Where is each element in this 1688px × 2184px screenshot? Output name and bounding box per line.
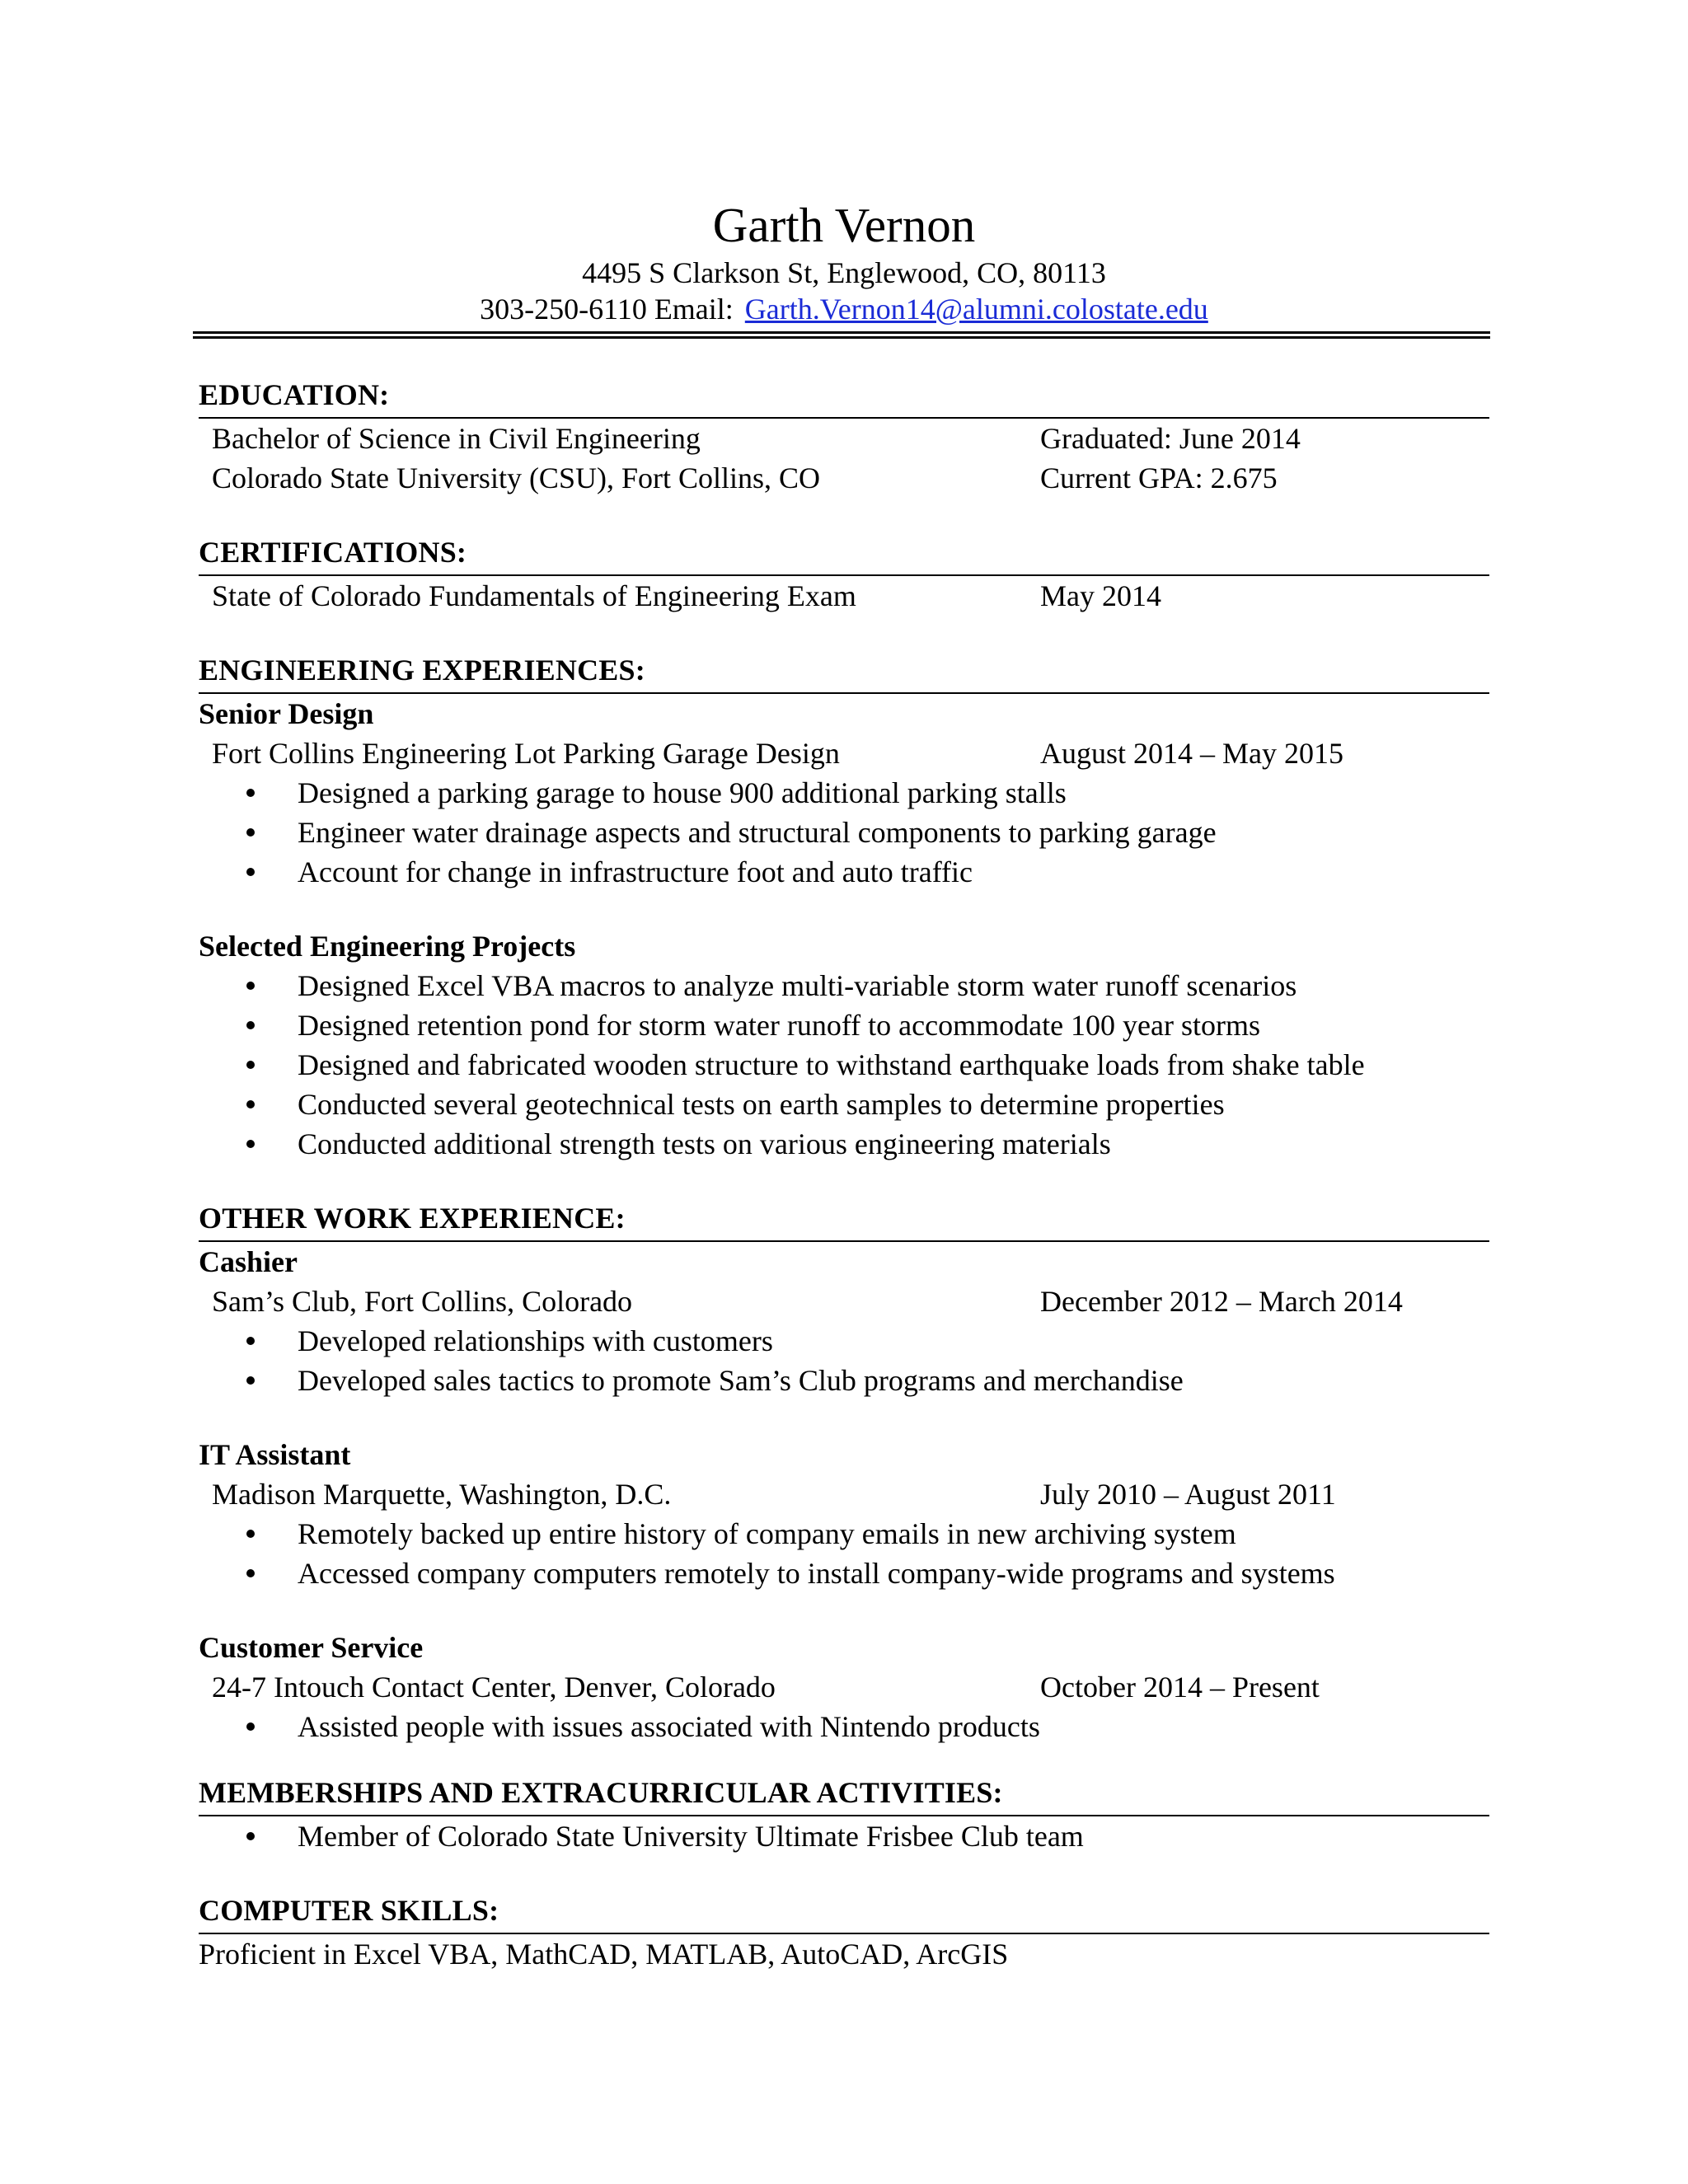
bullet-icon xyxy=(246,1530,255,1538)
bullet-icon xyxy=(246,868,255,876)
section-heading-engineering: ENGINEERING EXPERIENCES: xyxy=(199,650,1489,694)
bullet-icon xyxy=(246,1569,255,1577)
bullet-icon xyxy=(246,1140,255,1148)
list-item: Member of Colorado State University Ultimate Frisbee Club team xyxy=(199,1816,1493,1856)
certification-date: May 2014 xyxy=(1040,579,1161,612)
experience-row xyxy=(199,1667,1493,1707)
certification-row xyxy=(199,576,1493,616)
resume-body xyxy=(199,375,1493,1974)
address-line: 4495 S Clarkson St, Englewood, CO, 80113 xyxy=(582,256,1106,289)
header-divider xyxy=(193,331,1490,339)
list-item: Assisted people with issues associated with Nintendo products xyxy=(199,1707,1493,1746)
bullet-icon xyxy=(246,1337,255,1345)
experience-row xyxy=(199,1474,1493,1514)
bullet-list xyxy=(199,966,1493,1164)
job-title: Cashier xyxy=(199,1245,298,1278)
list-item: Developed relationships with customers xyxy=(199,1321,1493,1361)
bullet-icon xyxy=(246,1100,255,1108)
skills-text: Proficient in Excel VBA, MathCAD, MATLAB, AutoCAD, ArcGIS xyxy=(199,1938,1009,1971)
bullet-icon xyxy=(246,828,255,837)
list-item: Accessed company computers remotely to install company-wide programs and systems xyxy=(199,1554,1493,1593)
list-item: Account for change in infrastructure foot and auto traffic xyxy=(199,852,1493,892)
project-name: Fort Collins Engineering Lot Parking Garage Design xyxy=(212,737,840,770)
experience-row xyxy=(199,1282,1493,1321)
list-item: Designed and fabricated wooden structure to withstand earthquake loads from shake table xyxy=(199,1045,1493,1085)
list-item: Engineer water drainage aspects and structural components to parking garage xyxy=(199,813,1493,852)
school: Colorado State University (CSU), Fort Collins, CO xyxy=(212,462,820,494)
list-item: Designed retention pond for storm water runoff to accommodate 100 year storms xyxy=(199,1005,1493,1045)
employer: Sam’s Club, Fort Collins, Colorado xyxy=(212,1285,633,1318)
education-row xyxy=(199,419,1493,458)
job-dates: December 2012 – March 2014 xyxy=(1040,1285,1403,1318)
list-item: Designed Excel VBA macros to analyze multi-variable storm water runoff scenarios xyxy=(199,966,1493,1005)
bullet-list xyxy=(199,1816,1493,1856)
email-link[interactable]: Garth.Vernon14@alumni.colostate.edu xyxy=(744,293,1208,326)
bullet-icon xyxy=(246,1376,255,1385)
graduation-date: Graduated: June 2014 xyxy=(1040,422,1301,455)
job-title: IT Assistant xyxy=(199,1438,351,1471)
section-heading-memberships: MEMBERSHIPS AND EXTRACURRICULAR ACTIVITIES: xyxy=(199,1773,1489,1816)
project-dates: August 2014 – May 2015 xyxy=(1040,737,1343,770)
experience-row xyxy=(199,733,1493,773)
bullet-list xyxy=(199,1321,1493,1400)
bullet-list xyxy=(199,773,1493,892)
education-row xyxy=(199,458,1493,498)
contact-line xyxy=(0,291,1688,327)
list-item: Conducted additional strength tests on various engineering materials xyxy=(199,1124,1493,1164)
list-item: Developed sales tactics to promote Sam’s Club programs and merchandise xyxy=(199,1361,1493,1400)
degree: Bachelor of Science in Civil Engineering xyxy=(212,422,701,455)
candidate-name: Garth Vernon xyxy=(712,198,976,252)
bullet-icon xyxy=(246,1832,255,1840)
bullet-icon xyxy=(246,982,255,990)
section-heading-other-work: OTHER WORK EXPERIENCE: xyxy=(199,1198,1489,1242)
bullet-icon xyxy=(246,1722,255,1731)
job-dates: October 2014 – Present xyxy=(1040,1671,1320,1704)
job-dates: July 2010 – August 2011 xyxy=(1040,1478,1336,1511)
bullet-icon xyxy=(246,1021,255,1029)
section-heading-certifications: CERTIFICATIONS: xyxy=(199,532,1489,576)
list-item: Designed a parking garage to house 900 additional parking stalls xyxy=(199,773,1493,813)
section-heading-education: EDUCATION: xyxy=(199,375,1489,419)
gpa: Current GPA: 2.675 xyxy=(1040,462,1278,494)
list-item: Remotely backed up entire history of company emails in new archiving system xyxy=(199,1514,1493,1554)
bullet-icon xyxy=(246,789,255,797)
subheading-selected-projects: Selected Engineering Projects xyxy=(199,930,576,963)
list-item: Conducted several geotechnical tests on earth samples to determine properties xyxy=(199,1085,1493,1124)
bullet-icon xyxy=(246,1061,255,1069)
phone-label: 303-250-6110 Email: xyxy=(480,293,734,326)
bullet-list xyxy=(199,1707,1493,1746)
subheading-senior-design: Senior Design xyxy=(199,697,374,730)
job-title: Customer Service xyxy=(199,1631,424,1664)
certification-name: State of Colorado Fundamentals of Engineering Exam xyxy=(212,579,856,612)
employer: 24-7 Intouch Contact Center, Denver, Colorado xyxy=(212,1671,776,1704)
employer: Madison Marquette, Washington, D.C. xyxy=(212,1478,672,1511)
bullet-list xyxy=(199,1514,1493,1593)
section-heading-computer-skills: COMPUTER SKILLS: xyxy=(199,1891,1489,1934)
